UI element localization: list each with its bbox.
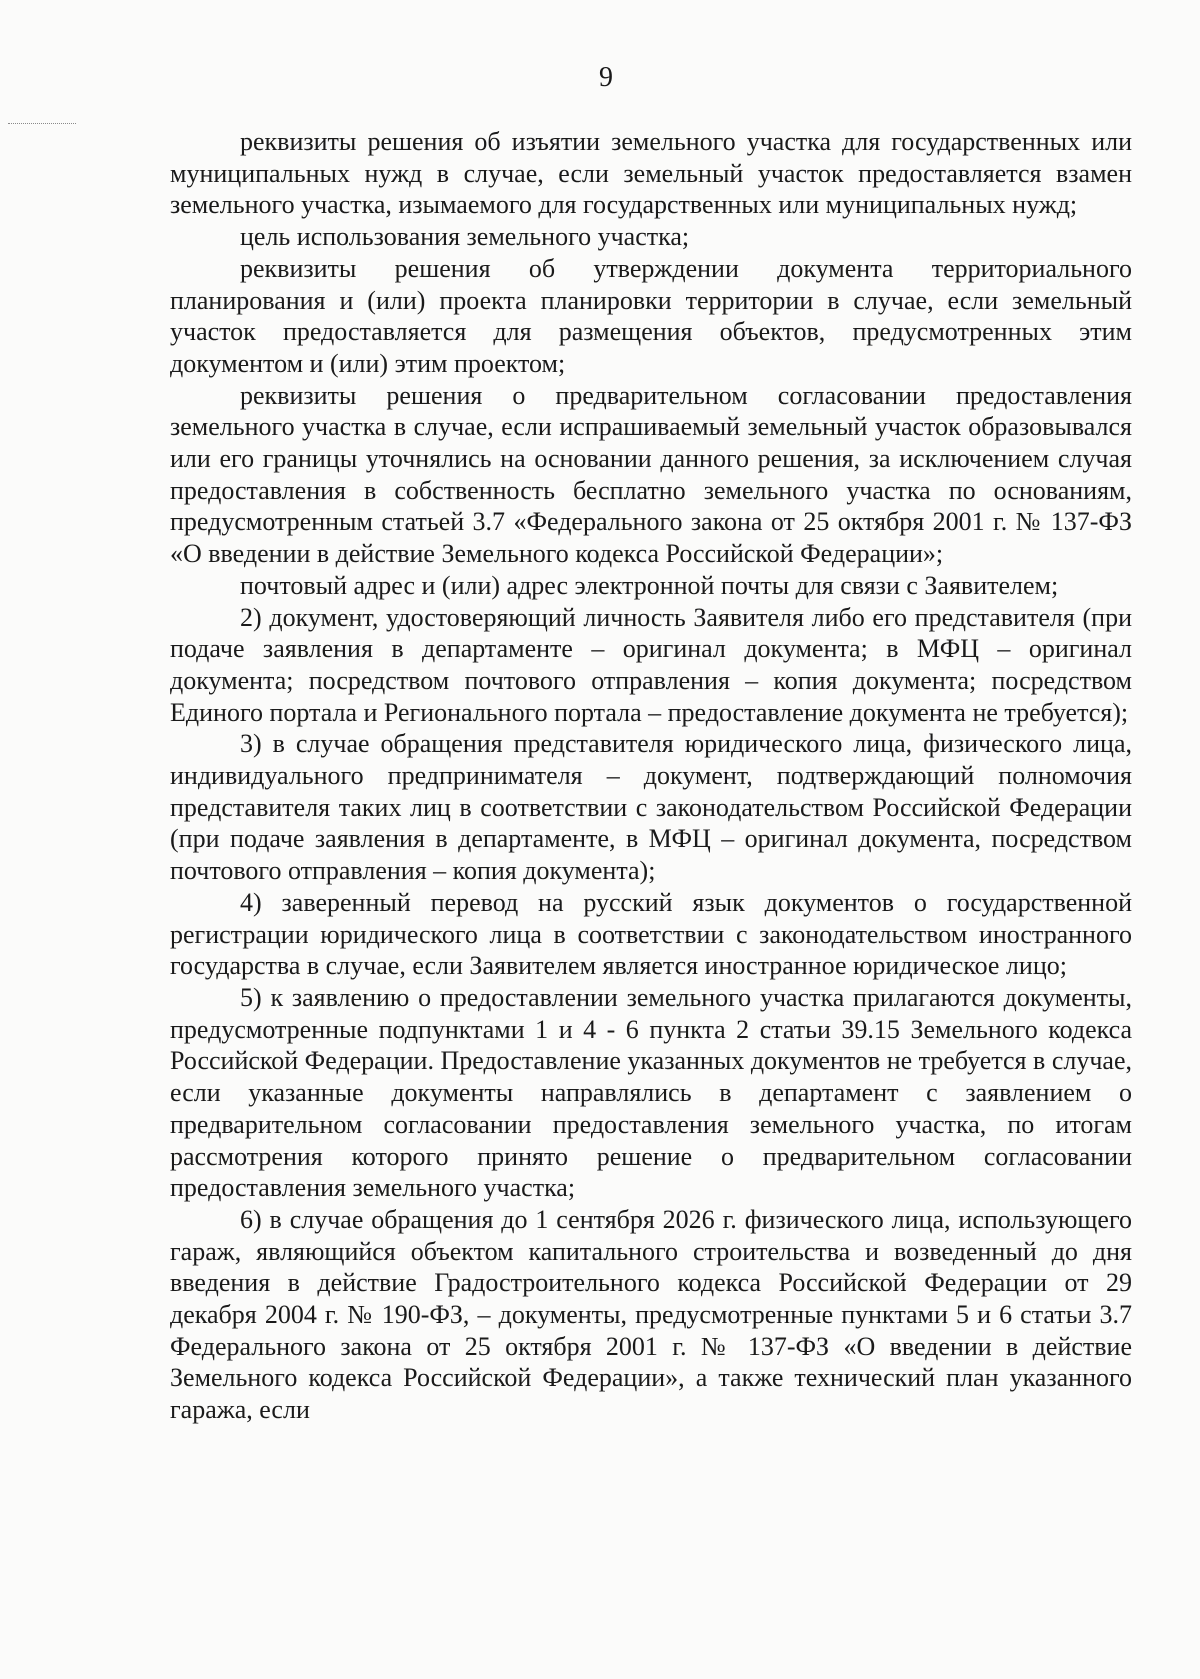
scan-artifact-line — [8, 123, 76, 124]
paragraph-decision-requisites: реквизиты решения об изъятии земельного участка для государственных или муниципальных нужд в случае, если земельный участок предоставляется взамен земельного участка, изымаемого для государственных или муниципальных нужд; — [170, 127, 1132, 220]
paragraph-planning-document-requisites: реквизиты решения об утверждении документа территориального планирования и (или) проекта планировки территории в случае, если земельный участок предоставляется для размещения объектов, предусмотренных этим документом и (или) этим проектом; — [170, 253, 1132, 378]
page-number: 9 — [599, 62, 613, 93]
paragraph-contact-address: почтовый адрес и (или) адрес электронной почты для связи с Заявителем; — [240, 570, 1059, 600]
document-body — [170, 126, 1132, 1426]
paragraph-item-5: 5) к заявлению о предоставлении земельного участка прилагаются документы, предусмотренные подпунктами 1 и 4 - 6 пункта 2 статьи 39.15 Земельного кодекса Российской Федерации. Предоставление указанных документов не требуется в случае, если указанные документы направлялись в департамент с заявлением о предварительном согласовании предоставления земельного участка, по итогам рассмотрения которого принято решение о предварительном согласовании предоставления земельного участка; — [170, 982, 1132, 1203]
paragraph-item-3: 3) в случае обращения представителя юридического лица, физического лица, индивидуального предпринимателя – документ, подтверждающий полномочия представителя таких лиц в соответствии с законодательством Российской Федерации (при подаче заявления в департаменте, в МФЦ – оригинал документа, посредством почтового отправления – копия документа); — [170, 729, 1132, 886]
paragraph-item-6: 6) в случае обращения до 1 сентября 2026 г. физического лица, использующего гараж, являющийся объектом капитального строительства и возведенный до дня введения в действие Градостроительного кодекса Российской Федерации от 29 декабря 2004 г. № 190-ФЗ, – документы, предусмотренные пунктами 5 и 6 статьи 3.7 Федерального закона от 25 октября 2001 г. № 137-ФЗ «О введении в действие Земельного кодекса Российской Федерации», а также технический план указанного гаража, если — [170, 1204, 1132, 1425]
paragraph-preliminary-approval-requisites: реквизиты решения о предварительном согласовании предоставления земельного участка в случае, если испрашиваемый земельный участок образовывался или его границы уточнялись на основании данного решения, за исключением случая предоставления в собственность бесплатно земельного участка по основаниям, предусмотренным статьей 3.7 «Федерального закона от 25 октября 2001 г. № 137-ФЗ «О введении в действие Земельного кодекса Российской Федерации»; — [170, 380, 1132, 569]
paragraph-item-4: 4) заверенный перевод на русский язык документов о государственной регистрации юридического лица в соответствии с законодательством иностранного государства в случае, если Заявителем является иностранное юридическое лицо; — [170, 887, 1132, 981]
paragraph-item-2: 2) документ, удостоверяющий личность Заявителя либо его представителя (при подаче заявления в департаменте – оригинал документа; в МФЦ – оригинал документа; посредством почтового отправления – копия документа; посредством Единого портала и Регионального портала – предоставление документа не требуется); — [170, 602, 1132, 727]
paragraph-land-use-purpose: цель использования земельного участка; — [240, 222, 690, 252]
